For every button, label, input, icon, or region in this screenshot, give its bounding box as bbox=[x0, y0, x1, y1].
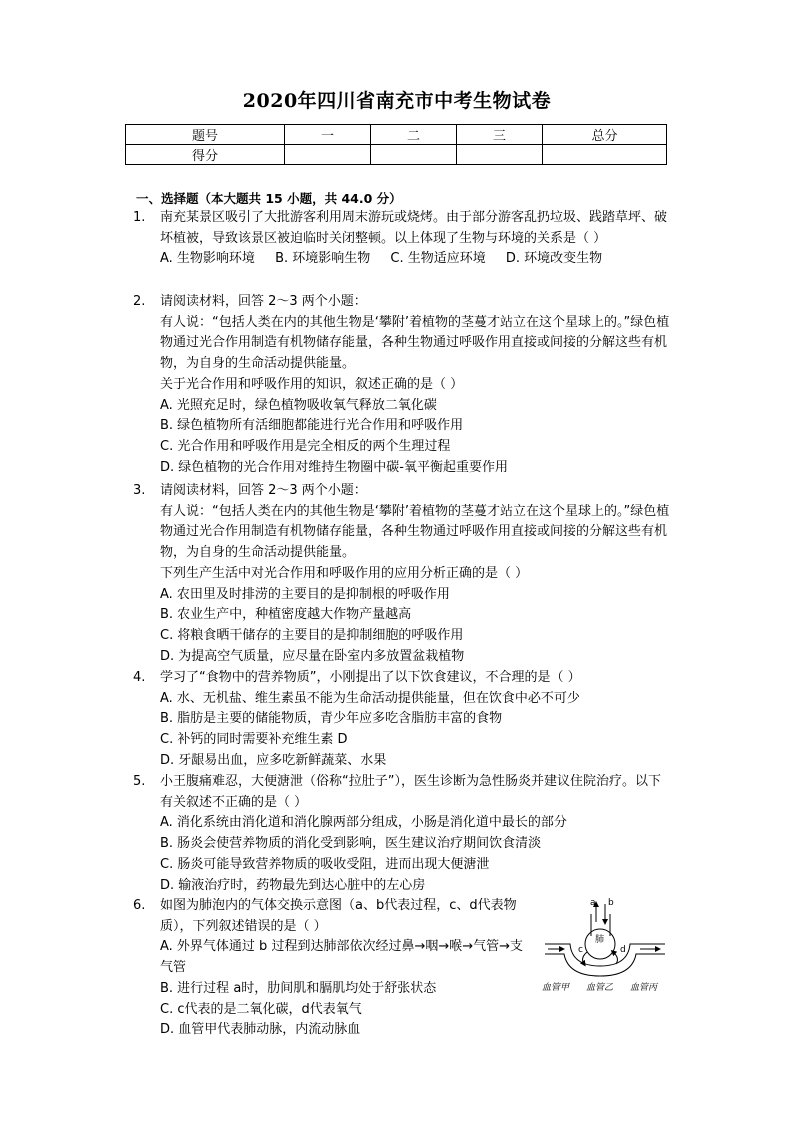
score-row-label: 得分 bbox=[126, 145, 285, 165]
question-6 bbox=[133, 896, 533, 1041]
option-d[interactable]: D. 环境改变生物 bbox=[505, 251, 603, 267]
question-number: 3. bbox=[133, 483, 146, 498]
alveolus-gas-exchange-diagram bbox=[540, 896, 670, 996]
label-a: a bbox=[590, 898, 596, 908]
question-number: 2. bbox=[133, 294, 146, 309]
option-a[interactable]: A. 水、无机盐、维生素虽不能为生命活动提供能量，但在饮食中必不可少 bbox=[160, 690, 580, 706]
option-b[interactable]: B. 脂肪是主要的储能物质，青少年应多吃含脂肪丰富的食物 bbox=[160, 711, 503, 727]
question-intro: 请阅读材料，回答 2～3 两个小题： bbox=[160, 294, 367, 309]
option-c[interactable]: C. 将粮食晒干储存的主要目的是抑制细胞的呼吸作用 bbox=[160, 627, 464, 643]
option-c[interactable]: C. 生物适应环境 bbox=[390, 251, 486, 267]
question-3 bbox=[133, 481, 673, 667]
question-stem: 小王腹痛难忍，大便溏泄（俗称“拉肚子”），医生诊断为急性肠炎并建议住院治疗。以下有关叙述不正确的是（ ） bbox=[160, 774, 661, 810]
score-table-row bbox=[126, 145, 667, 165]
option-a[interactable]: A. 外界气体通过 b 过程到达肺部依次经过鼻→咽→喉→气管→支气管 bbox=[160, 939, 524, 976]
label-alveolus: 肺 bbox=[595, 935, 605, 945]
arrow-c bbox=[583, 952, 587, 964]
option-row bbox=[160, 249, 673, 270]
option-d[interactable]: D. 绿色植物的光合作用对维持生物圈中碳-氧平衡起重要作用 bbox=[160, 459, 508, 475]
option-c[interactable]: C. c代表的是二氧化碳，d代表氧气 bbox=[160, 1001, 362, 1017]
question-stem: 南充某景区吸引了大批游客利用周末游玩或烧烤。由于部分游客乱扔垃圾、践踏草坪、破坏植被，导致该景区被迫临时关闭整顿。以上体现了生物与环境的关系是（ ） bbox=[160, 210, 668, 246]
option-a[interactable]: A. 农田里及时排涝的主要目的是抑制根的呼吸作用 bbox=[160, 586, 450, 602]
option-d[interactable]: D. 输液治疗时，药物最先到达心脏中的左心房 bbox=[160, 877, 426, 893]
question-2 bbox=[133, 292, 673, 478]
option-c[interactable]: C. 补钙的同时需要补充维生素 D bbox=[160, 732, 348, 748]
question-number: 6. bbox=[133, 898, 146, 913]
label-d: d bbox=[620, 945, 626, 955]
question-intro: 请阅读材料，回答 2～3 两个小题： bbox=[160, 483, 367, 498]
label-b: b bbox=[608, 898, 614, 908]
label-vessel-2: 血管乙 bbox=[586, 983, 614, 993]
section-heading: 一、选择题（本大题共 15 小题，共 44.0 分） bbox=[136, 191, 402, 206]
arrow-d bbox=[613, 952, 617, 964]
option-b[interactable]: B. 绿色植物所有活细胞都能进行光合作用和呼吸作用 bbox=[160, 418, 464, 434]
reading-material: 有人说：“包括人类在内的其他生物是‘攀附’着植物的茎蔓才站立在这个星球上的。”绿色植物通过光合作用制造有机物储存能量，各种生物通过呼吸作用直接或间接的分解这些有机物，为自身的生命活动提供能量。 bbox=[160, 503, 670, 561]
option-d[interactable]: D. 牙龈易出血，应多吃新鲜蔬菜、水果 bbox=[160, 752, 387, 768]
score-table bbox=[125, 124, 667, 165]
label-c: c bbox=[578, 945, 583, 955]
option-c[interactable]: C. 光合作用和呼吸作用是完全相反的两个生理过程 bbox=[160, 438, 451, 454]
option-a[interactable]: A. 消化系统由消化道和消化腺两部分组成，小肠是消化道中最长的部分 bbox=[160, 815, 567, 831]
vessel-lower-wall bbox=[545, 954, 665, 976]
score-table-header-row bbox=[126, 125, 667, 145]
reading-material: 有人说：“包括人类在内的其他生物是‘攀附’着植物的茎蔓才站立在这个星球上的。”绿色植物通过光合作用制造有机物储存能量，各种生物通过呼吸作用直接或间接的分解这些有机物，为自身的生命活动提供能量。 bbox=[160, 314, 670, 372]
option-a[interactable]: A. 光照充足时，绿色植物吸收氧气释放二氧化碳 bbox=[160, 397, 437, 413]
option-d[interactable]: D. 为提高空气质量，应尽量在卧室内多放置盆栽植物 bbox=[160, 648, 465, 664]
score-cell[interactable] bbox=[285, 145, 371, 165]
option-b[interactable]: B. 进行过程 a时，肋间肌和膈肌均处于舒张状态 bbox=[160, 980, 437, 996]
option-b[interactable]: B. 肠炎会使营养物质的消化受到影响，医生建议治疗期间饮食清淡 bbox=[160, 836, 542, 852]
score-cell[interactable] bbox=[457, 145, 543, 165]
vessel-upper-wall bbox=[545, 944, 665, 966]
score-header-cell: 总分 bbox=[543, 125, 667, 145]
question-number: 4. bbox=[133, 670, 146, 685]
score-header-cell: 一 bbox=[285, 125, 371, 145]
question-stem: 如图为肺泡内的气体交换示意图（a、b代表过程，c、d代表物质），下列叙述错误的是（ ） bbox=[160, 898, 517, 934]
option-b[interactable]: B. 农业生产中，种植密度越大作物产量越高 bbox=[160, 607, 412, 623]
score-cell[interactable] bbox=[371, 145, 457, 165]
question-1 bbox=[133, 208, 673, 270]
score-header-cell: 二 bbox=[371, 125, 457, 145]
question-stem: 关于光合作用和呼吸作用的知识，叙述正确的是（ ） bbox=[160, 376, 464, 392]
diagram-figure bbox=[540, 896, 670, 996]
page-title: 2020年四川省南充市中考生物试卷 bbox=[242, 90, 552, 112]
option-c[interactable]: C. 肠炎可能导致营养物质的吸收受阻，进而出现大便溏泄 bbox=[160, 856, 490, 872]
score-header-cell: 三 bbox=[457, 125, 543, 145]
question-4 bbox=[133, 668, 673, 772]
question-stem: 学习了“食物中的营养物质”，小刚提出了以下饮食建议，不合理的是（ ） bbox=[160, 670, 581, 685]
score-header-cell: 题号 bbox=[126, 125, 285, 145]
option-a[interactable]: A. 生物影响环境 bbox=[160, 251, 255, 267]
label-vessel-3: 血管丙 bbox=[630, 983, 658, 993]
score-cell[interactable] bbox=[543, 145, 667, 165]
question-number: 5. bbox=[133, 774, 146, 789]
question-stem: 下列生产生活中对光合作用和呼吸作用的应用分析正确的是（ ） bbox=[160, 565, 529, 581]
question-number: 1. bbox=[133, 210, 146, 225]
option-b[interactable]: B. 环境影响生物 bbox=[275, 251, 371, 267]
label-vessel-1: 血管甲 bbox=[542, 983, 570, 993]
option-d[interactable]: D. 血管甲代表肺动脉，内流动脉血 bbox=[160, 1022, 361, 1038]
question-5 bbox=[133, 772, 673, 896]
